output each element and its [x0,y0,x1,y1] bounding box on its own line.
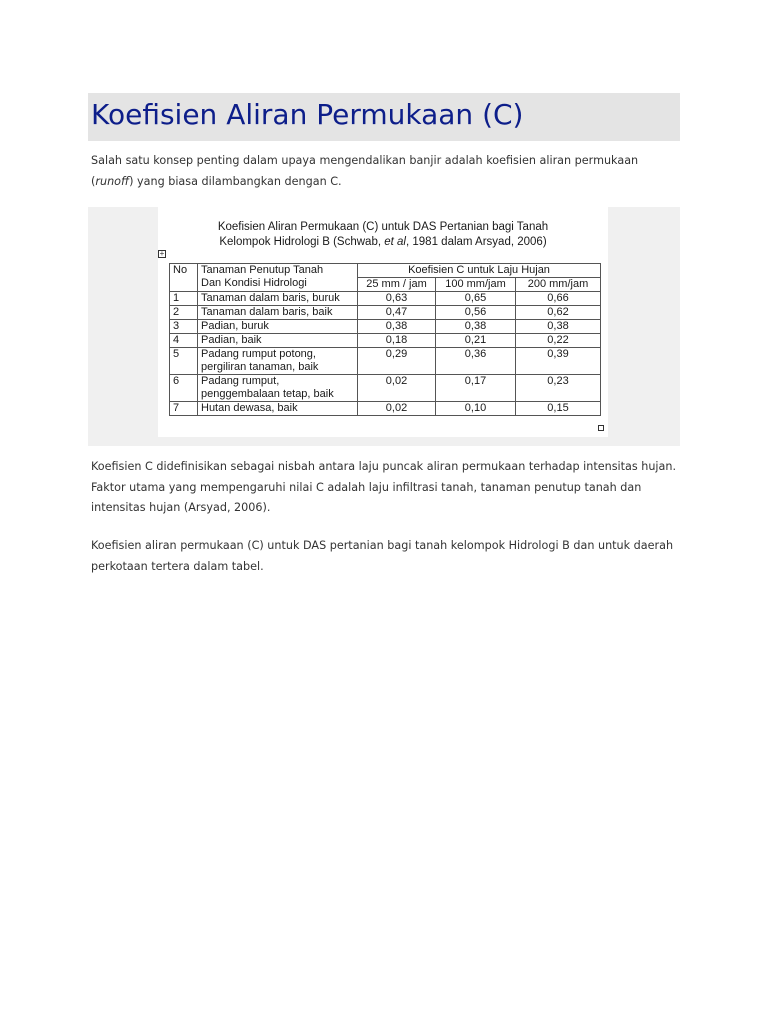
cell-c100: 0,17 [436,375,516,402]
table-body [170,292,601,416]
cell-no: 4 [170,334,198,348]
header-cover: Tanaman Penutup Tanah Dan Kondisi Hidrologi [198,264,358,292]
table-caption-line-1: Koefisien Aliran Permukaan (C) untuk DAS Pertanian bagi Tanah [217,221,549,233]
cell-c100: 0,56 [436,306,516,320]
table-move-handle-icon: + [159,249,165,258]
intro-text-end: ) yang biasa dilambangkan dengan C. [129,174,342,188]
cell-cover: Padang rumput, penggembalaan tetap, baik [198,375,358,402]
cell-c200: 0,62 [516,306,601,320]
coefficient-table [169,263,601,416]
intro-text-start: Salah satu konsep penting dalam upaya mengendalikan banjir adalah koefisien aliran permukaan ( [91,154,639,188]
table-row [170,334,601,348]
cell-cover: Tanaman dalam baris, baik [198,306,358,320]
cell-c25: 0,38 [358,320,436,334]
cell-no: 7 [170,402,198,416]
header-coef-group: Koefisien C untuk Laju Hujan [358,264,601,278]
cell-c200: 0,39 [516,348,601,375]
table-row [170,306,601,320]
header-rate-200: 200 mm/jam [516,278,601,292]
cell-c25: 0,02 [358,375,436,402]
definition-paragraph: Koefisien C didefinisikan sebagai nisbah antara laju puncak aliran permukaan terhadap intensitas hujan. Faktor utama yang mempengaruhi nilai C adalah laju infiltrasi tanah, tanaman penutup tanah dan intensitas hujan (Arsyad, 2006). [91,460,677,514]
intro-paragraph [91,151,681,192]
cell-no: 1 [170,292,198,306]
cell-c200: 0,15 [516,402,601,416]
cell-c100: 0,21 [436,334,516,348]
header-no: No [170,264,198,292]
table-row [170,375,601,402]
header-rate-25: 25 mm / jam [358,278,436,292]
cell-c25: 0,02 [358,402,436,416]
intro-italic-term: runoff [95,174,130,188]
table-figure [88,207,680,446]
cell-no: 5 [170,348,198,375]
cell-c100: 0,38 [436,320,516,334]
cell-c25: 0,29 [358,348,436,375]
cell-no: 2 [170,306,198,320]
cell-c100: 0,65 [436,292,516,306]
cell-c100: 0,10 [436,402,516,416]
cell-c100: 0,36 [436,348,516,375]
table-header-row [170,264,601,278]
table-row [170,348,601,375]
cell-cover: Padian, buruk [198,320,358,334]
table-caption-line-2: Kelompok Hidrologi B (Schwab, et al, 1981 dalam Arsyad, 2006) [219,236,547,248]
cell-cover: Padang rumput potong, pergiliran tanaman, baik [198,348,358,375]
cell-c25: 0,63 [358,292,436,306]
cell-c200: 0,23 [516,375,601,402]
title-bar [88,93,680,141]
table-row [170,292,601,306]
table-resize-handle-icon [598,425,604,431]
closing-paragraph: Koefisien aliran permukaan (C) untuk DAS pertanian bagi tanah kelompok Hidrologi B dan untuk daerah perkotaan tertera dalam tabel. [91,539,674,573]
cell-c200: 0,66 [516,292,601,306]
caption-italic: et al [384,236,406,248]
header-rate-100: 100 mm/jam [436,278,516,292]
cell-cover: Hutan dewasa, baik [198,402,358,416]
cell-c200: 0,38 [516,320,601,334]
cell-c25: 0,47 [358,306,436,320]
table-row [170,320,601,334]
table-row [170,402,601,416]
cell-cover: Padian, baik [198,334,358,348]
cell-no: 3 [170,320,198,334]
cell-no: 6 [170,375,198,402]
cell-cover: Tanaman dalam baris, buruk [198,292,358,306]
table-image [158,207,608,437]
cell-c200: 0,22 [516,334,601,348]
page-title: Koefisien Aliran Permukaan (C) [91,98,524,131]
cell-c25: 0,18 [358,334,436,348]
